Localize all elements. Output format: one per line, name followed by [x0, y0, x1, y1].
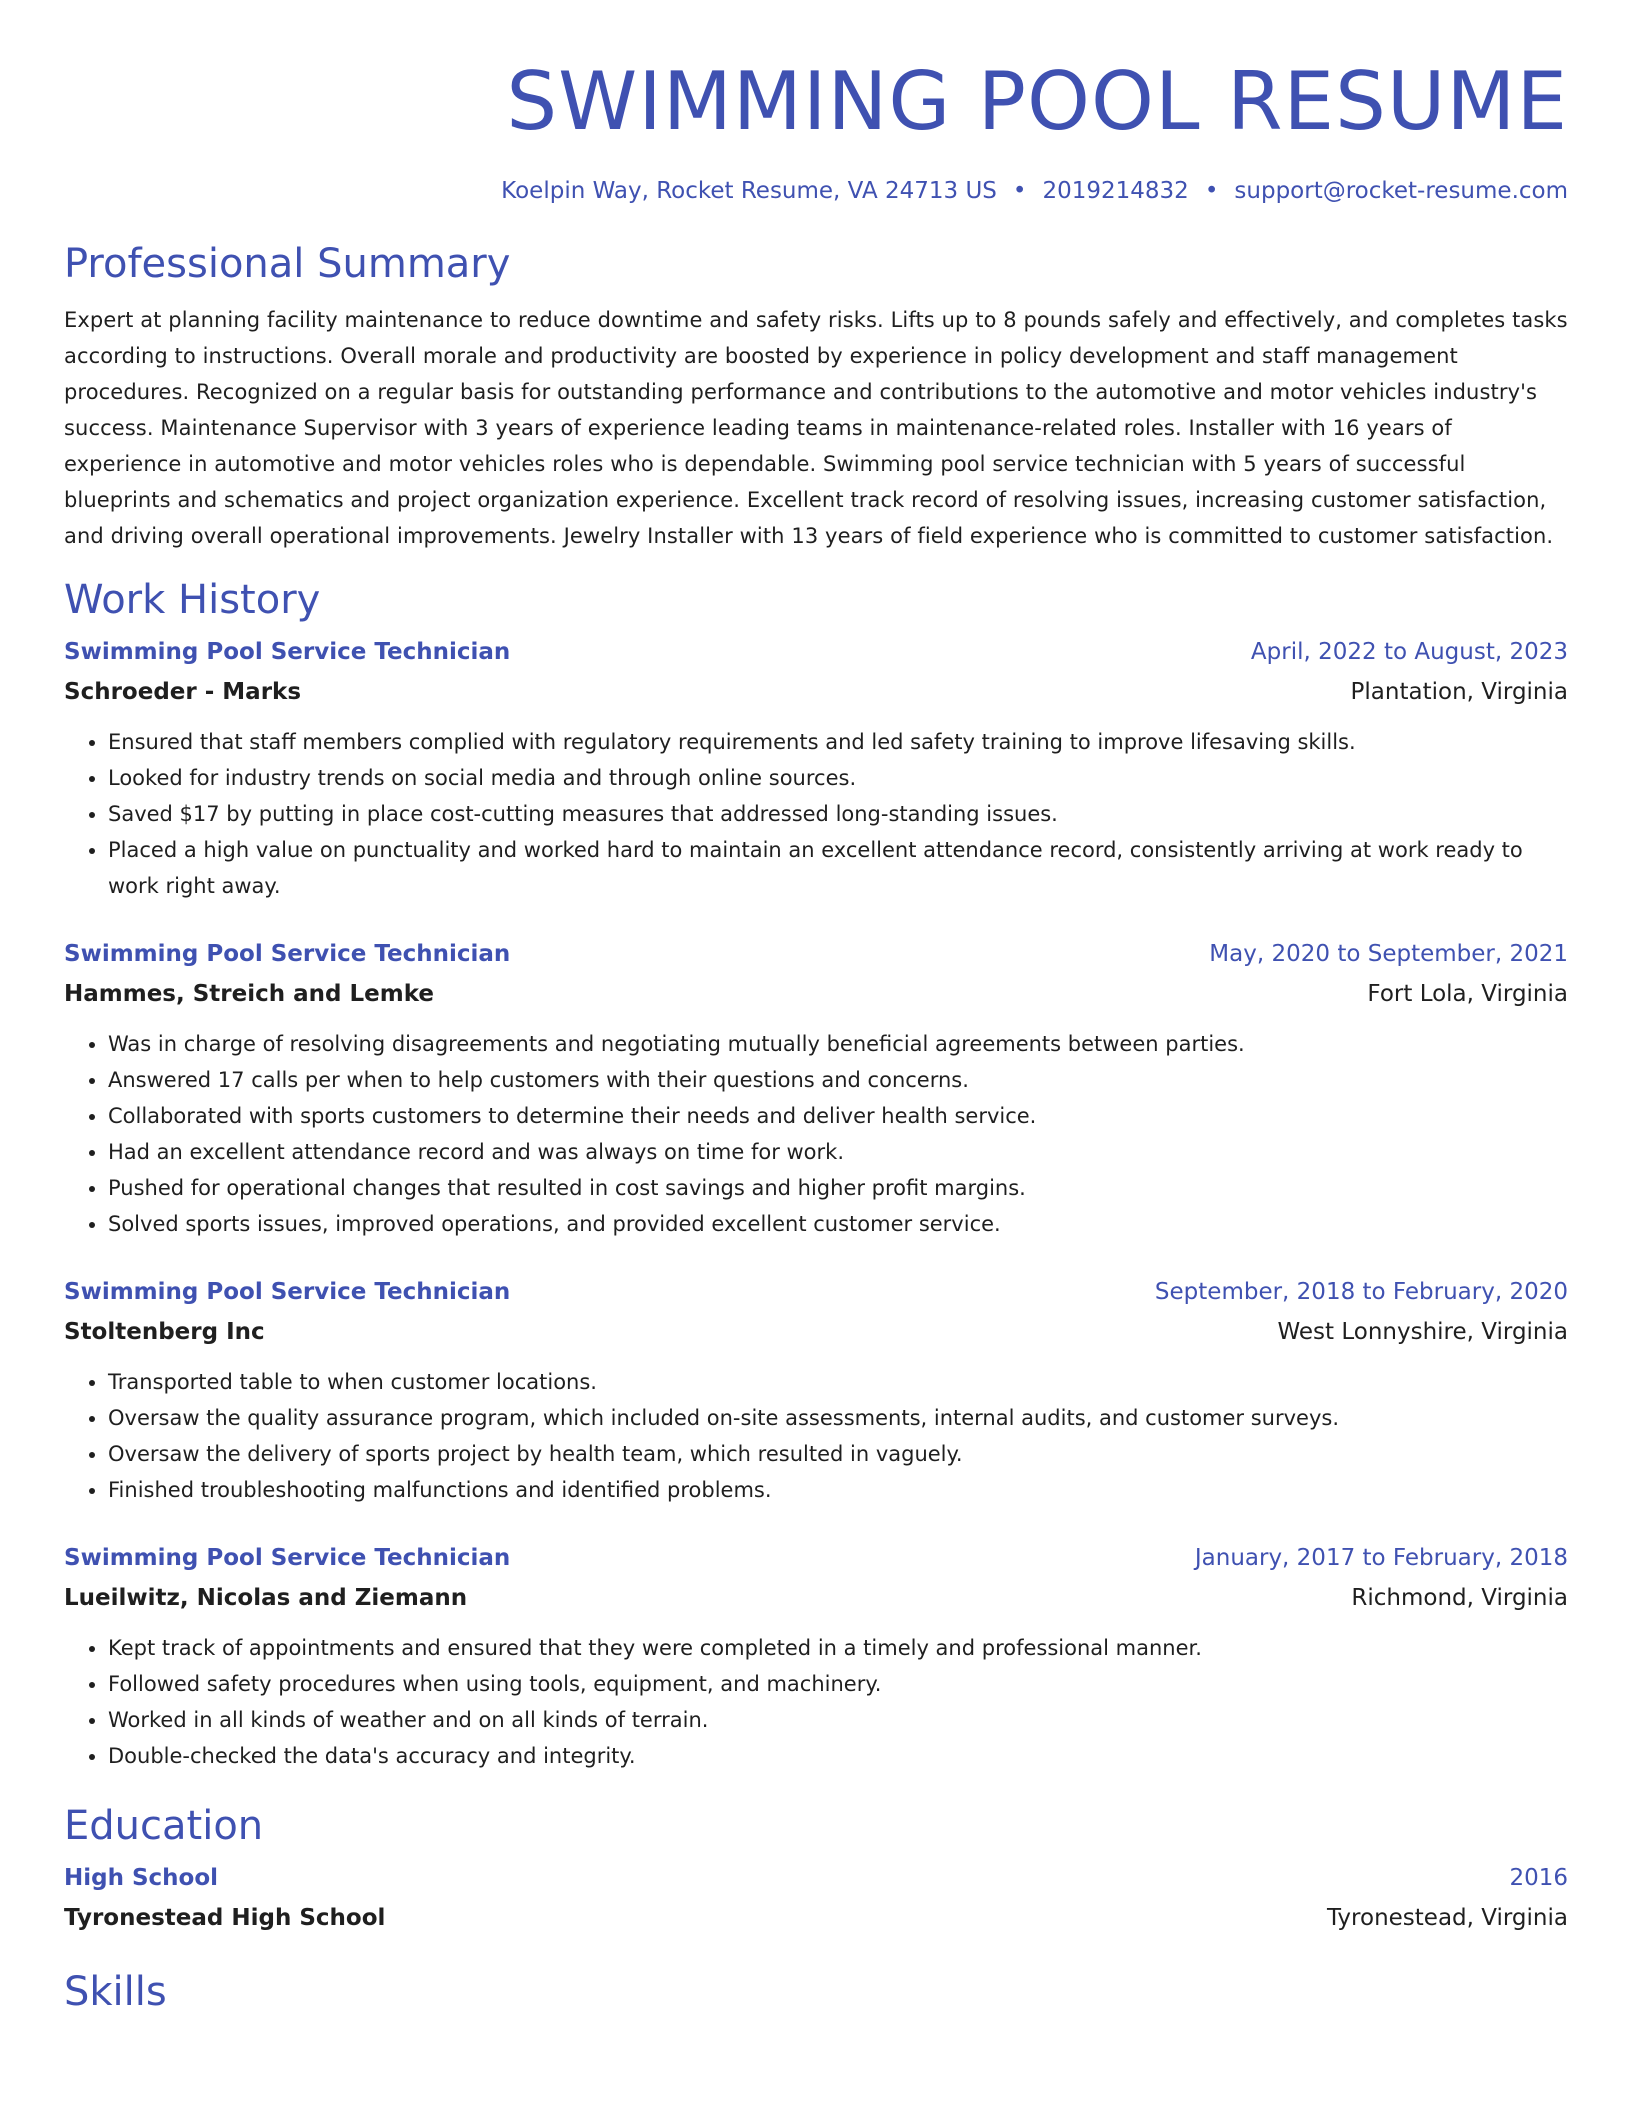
- job-bullet: • Collaborated with sports customers to determine their needs and deliver health service.: [108, 1098, 1568, 1134]
- contact-address: Koelpin Way, Rocket Resume, VA 24713 US: [501, 178, 997, 204]
- job-company: Stoltenberg Inc: [64, 1319, 265, 1345]
- contact-line: [64, 176, 1568, 206]
- job-bullet: • Looked for industry trends on social media and through online sources.: [108, 760, 1568, 796]
- education-location: Tyronestead, Virginia: [1326, 1905, 1568, 1931]
- section-title-skills: Skills: [64, 1969, 167, 2015]
- job-bullets: [64, 1630, 1568, 1774]
- job-dates: September, 2018 to February, 2020: [1154, 1279, 1568, 1305]
- job-dates: May, 2020 to September, 2021: [1209, 941, 1568, 967]
- job-entry: [64, 632, 1568, 904]
- job-bullet: • Kept track of appointments and ensured that they were completed in a timely and professional manner.: [108, 1630, 1568, 1666]
- candidate-name: SWIMMING POOL RESUME: [506, 55, 1568, 148]
- education-year: 2016: [1509, 1865, 1568, 1891]
- resume-header: [64, 55, 1568, 206]
- job-entry: [64, 1538, 1568, 1774]
- job-title: Swimming Pool Service Technician: [64, 941, 511, 967]
- job-bullet: • Was in charge of resolving disagreements and negotiating mutually beneficial agreements between parties.: [108, 1026, 1568, 1062]
- education-degree: High School: [64, 1865, 219, 1891]
- job-location: West Lonnyshire, Virginia: [1277, 1319, 1568, 1345]
- job-dates: January, 2017 to February, 2018: [1194, 1545, 1568, 1571]
- job-entry: [64, 934, 1568, 1242]
- job-company: Hammes, Streich and Lemke: [64, 981, 434, 1007]
- contact-separator: •: [1012, 178, 1027, 204]
- job-bullet: • Had an excellent attendance record and was always on time for work.: [108, 1134, 1568, 1170]
- contact-separator: •: [1204, 178, 1219, 204]
- job-title: Swimming Pool Service Technician: [64, 1545, 511, 1571]
- job-bullet: • Followed safety procedures when using tools, equipment, and machinery.: [108, 1666, 1568, 1702]
- job-company: Schroeder - Marks: [64, 679, 302, 705]
- job-bullet: • Pushed for operational changes that resulted in cost savings and higher profit margins.: [108, 1170, 1568, 1206]
- job-bullet: • Oversaw the delivery of sports project by health team, which resulted in vaguely.: [108, 1436, 1568, 1472]
- education-school: Tyronestead High School: [64, 1905, 386, 1931]
- job-location: Plantation, Virginia: [1350, 679, 1568, 705]
- section-title-summary: Professional Summary: [64, 241, 511, 287]
- job-bullet: • Solved sports issues, improved operations, and provided excellent customer service.: [108, 1206, 1568, 1242]
- section-title-work-history: Work History: [64, 577, 321, 623]
- contact-email: support@rocket-resume.com: [1234, 178, 1568, 204]
- job-bullets: [64, 724, 1568, 904]
- job-company: Lueilwitz, Nicolas and Ziemann: [64, 1585, 468, 1611]
- job-bullet: • Ensured that staff members complied with regulatory requirements and led safety training to improve lifesaving skills.: [108, 724, 1568, 760]
- contact-phone: 2019214832: [1042, 178, 1189, 204]
- job-bullets: [64, 1364, 1568, 1508]
- job-location: Richmond, Virginia: [1351, 1585, 1568, 1611]
- job-title: Swimming Pool Service Technician: [64, 1279, 511, 1305]
- job-location: Fort Lola, Virginia: [1367, 981, 1568, 1007]
- job-bullet: • Answered 17 calls per when to help customers with their questions and concerns.: [108, 1062, 1568, 1098]
- job-dates: April, 2022 to August, 2023: [1250, 639, 1568, 665]
- job-title: Swimming Pool Service Technician: [64, 639, 511, 665]
- education-entry: [64, 1858, 1568, 1938]
- job-bullet: • Double-checked the data's accuracy and integrity.: [108, 1738, 1568, 1774]
- job-bullet: • Finished troubleshooting malfunctions and identified problems.: [108, 1472, 1568, 1508]
- job-bullet: • Saved $17 by putting in place cost-cutting measures that addressed long-standing issues.: [108, 796, 1568, 832]
- job-entry: [64, 1272, 1568, 1508]
- job-bullet: • Placed a high value on punctuality and worked hard to maintain an excellent attendance record, consistently arriving at work ready to work right away.: [108, 832, 1568, 904]
- job-bullet: • Oversaw the quality assurance program, which included on-site assessments, internal audits, and customer surveys.: [108, 1400, 1568, 1436]
- job-bullet: • Transported table to when customer locations.: [108, 1364, 1568, 1400]
- resume-page: [64, 0, 1568, 2016]
- summary-text: Expert at planning facility maintenance to reduce downtime and safety risks. Lifts up to 8 pounds safely and effectively, and completes tasks according to instructions. Overall morale and productivity are boosted by experience in policy development and staff management procedures. Recognized on a regular basis for outstanding performance and contributions to the automotive and motor vehicles industry's success. Maintenance Supervisor with 3 years of experience leading teams in maintenance-related roles. Installer with 16 years of experience in automotive and motor vehicles roles who is dependable. Swimming pool service technician with 5 years of successful blueprints and schematics and project organization experience. Excellent track record of resolving issues, increasing customer satisfaction, and driving overall operational improvements. Jewelry Installer with 13 years of field experience who is committed to customer satisfaction.: [64, 308, 1568, 548]
- job-bullets: [64, 1026, 1568, 1242]
- section-title-education: Education: [64, 1803, 264, 1849]
- job-bullet: • Worked in all kinds of weather and on all kinds of terrain.: [108, 1702, 1568, 1738]
